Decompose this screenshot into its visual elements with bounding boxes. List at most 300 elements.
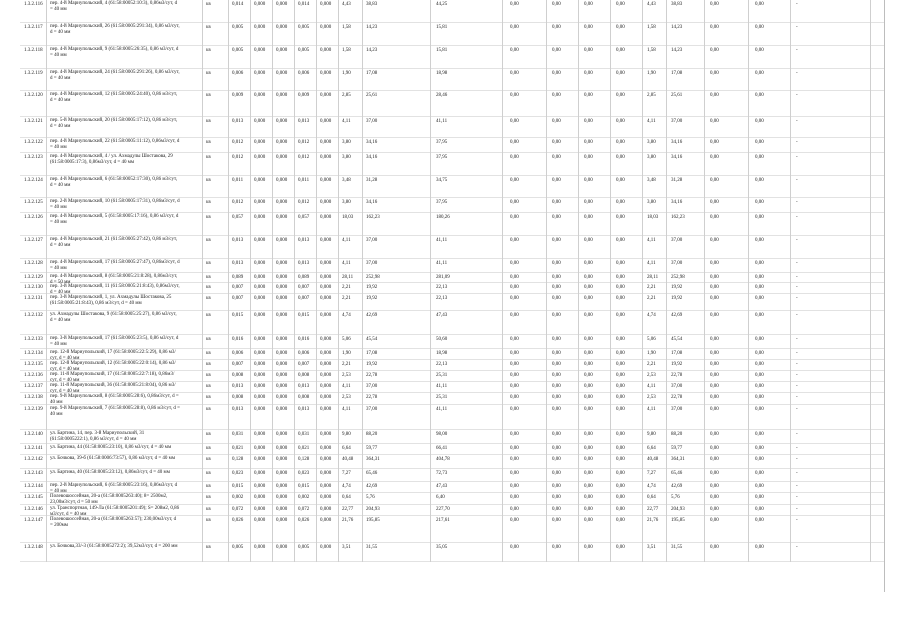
cell-c2: 0,000 [254,93,266,98]
cell-c6: 18,03 [342,215,354,220]
cell-c4: 0,013 [298,119,310,124]
cell-c16: 0,00 [755,296,764,301]
cell-c10: 0,00 [552,457,561,462]
cell-c2: 0,000 [254,507,266,512]
cell-c10: 0,00 [552,178,561,183]
cell-c2: 0,000 [254,313,266,318]
cell-code: 1.3.2.143 [24,471,43,476]
cell-c8: 66,41 [436,446,448,451]
cell-c10: 0,00 [552,119,561,124]
table-row [20,405,884,430]
cell-c16: 0,00 [755,384,764,389]
cell-c8: 98,00 [436,432,448,437]
cell-c13: 4,74 [647,313,656,318]
cell-unit: кв [206,200,211,205]
cell-c8: 227,70 [436,507,450,512]
cell-c9: 0,00 [510,261,519,266]
cell-c6: 2,21 [342,296,351,301]
cell-name: пер. 11-й Мариупольский, 17 (61:58:0005:22:7:18), 0,86м3/сут, d = 40 мм [50,372,175,384]
cell-code: 1.3.2.144 [24,484,43,489]
cell-c12: 0,00 [616,362,625,367]
cell-c17: - [796,93,798,98]
cell-c3: 0,000 [276,200,288,205]
cell-c10: 0,00 [552,507,561,512]
cell-c5: 0,000 [320,337,332,342]
cell-c16: 0,00 [755,238,764,243]
cell-c3: 0,000 [276,471,288,476]
cell-c8: 15,81 [436,25,448,30]
cell-code: 1.3.2.141 [24,446,43,451]
cell-c10: 0,00 [552,48,561,53]
cell-c13: 1,58 [647,25,656,30]
cell-unit: кв [206,518,211,523]
cell-c7: 162,23 [366,215,380,220]
cell-c8: 47,43 [436,484,448,489]
table-row [20,382,884,393]
cell-c7: 38,83 [366,2,378,7]
cell-c5: 0,000 [320,296,332,301]
cell-c6: 3,80 [342,200,351,205]
cell-code: 1.3.2.133 [24,337,43,342]
cell-c5: 0,000 [320,238,332,243]
cell-c13: 6,64 [647,446,656,451]
cell-c14: 37,00 [671,407,683,412]
cell-c14: 34,16 [671,140,683,145]
cell-c9: 0,00 [510,2,519,7]
cell-c16: 0,00 [755,215,764,220]
cell-c2: 0,000 [254,395,266,400]
cell-c17: - [796,296,798,301]
cell-c13: 4,11 [647,261,656,266]
cell-c7: 14,23 [366,48,378,53]
cell-c11: 0,00 [584,238,593,243]
cell-c9: 0,00 [510,471,519,476]
cell-c16: 0,00 [755,471,764,476]
cell-c9: 0,00 [510,495,519,500]
cell-c11: 0,00 [584,285,593,290]
cell-c9: 0,00 [510,275,519,280]
cell-c6: 2,53 [342,373,351,378]
cell-c5: 0,000 [320,518,332,523]
cell-c1: 0,014 [232,2,244,7]
cell-unit: кв [206,395,211,400]
cell-unit: кв [206,446,211,451]
table-row [20,335,884,349]
cell-c7: 34,16 [366,140,378,145]
cell-code: 1.3.2.134 [24,351,43,356]
cell-c13: 3,51 [647,545,656,550]
cell-c17: - [796,25,798,30]
cell-c11: 0,00 [584,155,593,160]
cell-name: пер. 11-й Мариупольский, 36 (61:58:0005:21:8:04), 0,86 м3/сут, d = 40 мм [50,383,176,395]
cell-name: пер. 3-й Мариупольский, 17 (61:58:0005:23:5), 0,86 м3/сут, d = 40 мм [50,336,179,348]
cell-c1: 0,007 [232,362,244,367]
cell-c14: 252,98 [671,275,685,280]
cell-c5: 0,000 [320,93,332,98]
cell-c6: 4,11 [342,261,351,266]
cell-c14: 14,23 [671,48,683,53]
cell-c12: 0,00 [616,395,625,400]
cell-c3: 0,000 [276,313,288,318]
cell-c5: 0,000 [320,351,332,356]
column-divider [704,0,705,562]
cell-c14: 34,16 [671,200,683,205]
cell-c3: 0,000 [276,446,288,451]
cell-c4: 0,006 [298,351,310,356]
cell-c11: 0,00 [584,471,593,476]
cell-c10: 0,00 [552,313,561,318]
cell-c4: 0,072 [298,507,310,512]
cell-c3: 0,000 [276,457,288,462]
cell-c14: 37,00 [671,238,683,243]
cell-c2: 0,000 [254,457,266,462]
cell-code: 1.3.2.148 [24,545,43,550]
cell-c10: 0,00 [552,238,561,243]
cell-c15: 0,00 [710,407,719,412]
table-row [20,198,884,213]
cell-c5: 0,000 [320,25,332,30]
cell-c9: 0,00 [510,395,519,400]
cell-c13: 21,76 [647,518,659,523]
cell-c12: 0,00 [616,48,625,53]
cell-c15: 0,00 [710,351,719,356]
cell-c17: - [796,384,798,389]
cell-c8: 15,81 [436,48,448,53]
column-divider [272,0,273,562]
cell-unit: кв [206,238,211,243]
cell-c17: - [796,395,798,400]
cell-c2: 0,000 [254,200,266,205]
table-row [20,516,884,543]
cell-c14: 19,92 [671,285,683,290]
cell-c14: 31,55 [671,545,683,550]
cell-unit: кв [206,313,211,318]
cell-c12: 0,00 [616,471,625,476]
cell-c12: 0,00 [616,507,625,512]
cell-c1: 0,009 [232,93,244,98]
cell-c15: 0,00 [710,2,719,7]
cell-c9: 0,00 [510,48,519,53]
table-row [20,259,884,273]
cell-c15: 0,00 [710,140,719,145]
cell-c15: 0,00 [710,507,719,512]
cell-c13: 0,64 [647,495,656,500]
cell-c12: 0,00 [616,446,625,451]
cell-c16: 0,00 [755,362,764,367]
cell-c14: 88,20 [671,432,683,437]
table-row [20,543,884,562]
cell-c16: 0,00 [755,507,764,512]
cell-c7: 37,00 [366,238,378,243]
cell-c10: 0,00 [552,25,561,30]
cell-c4: 0,026 [298,518,310,523]
cell-c8: 37,95 [436,200,448,205]
cell-c12: 0,00 [616,432,625,437]
cell-c2: 0,000 [254,337,266,342]
cell-c11: 0,00 [584,296,593,301]
cell-c10: 0,00 [552,337,561,342]
cell-c15: 0,00 [710,313,719,318]
cell-unit: кв [206,155,211,160]
cell-c7: 17,08 [366,351,378,356]
cell-c16: 0,00 [755,373,764,378]
column-divider [228,0,229,562]
cell-c5: 0,000 [320,484,332,489]
cell-c12: 0,00 [616,313,625,318]
cell-c13: 3,80 [647,140,656,145]
cell-c1: 0,011 [232,178,244,183]
cell-unit: кв [206,48,211,53]
cell-c5: 0,000 [320,362,332,367]
cell-c9: 0,00 [510,432,519,437]
cell-c15: 0,00 [710,296,719,301]
cell-c1: 0,023 [232,471,244,476]
cell-c3: 0,000 [276,495,288,500]
table-row [20,493,884,505]
cell-c7: 195,85 [366,518,380,523]
cell-c11: 0,00 [584,337,593,342]
cell-code: 1.3.2.121 [24,119,43,124]
cell-code: 1.3.2.124 [24,178,43,183]
cell-c9: 0,00 [510,518,519,523]
cell-c6: 4,43 [342,2,351,7]
cell-unit: кв [206,471,211,476]
column-divider [748,0,749,562]
cell-c12: 0,00 [616,140,625,145]
cell-name: ул. Бочкова,33/-3 (61:58:0005272:2); 39,52м3/сут, d = 200 мм [50,544,178,549]
cell-c3: 0,000 [276,285,288,290]
cell-c13: 4,74 [647,484,656,489]
cell-c12: 0,00 [616,25,625,30]
cell-name: ул. Бартина, 14, пер. 3-й Мариупольский, 31 (61:58:0005222:1), 0,86 м3/сут, d = 40 мм [50,431,145,443]
cell-c13: 1,90 [647,351,656,356]
cell-c8: 35,05 [436,545,448,550]
cell-unit: кв [206,407,211,412]
cell-c14: 34,16 [671,155,683,160]
cell-c2: 0,000 [254,261,266,266]
cell-c9: 0,00 [510,71,519,76]
cell-name: пер. 4-й Мариупольский, 21 (61:58:0005:27:42), 0,86 м3/сут, d = 40 мм [50,237,178,249]
cell-c8: 37,95 [436,155,448,160]
cell-c17: - [796,457,798,462]
cell-c16: 0,00 [755,395,764,400]
cell-unit: кв [206,25,211,30]
cell-c11: 0,00 [584,48,593,53]
cell-c2: 0,000 [254,2,266,7]
cell-c17: - [796,275,798,280]
cell-c6: 4,11 [342,119,351,124]
cell-name: ул. Ахмадулы Шостакова, 9 (61:58:0005:25:27), 0,86 м3/сут, d = 40 мм [50,312,177,324]
column-divider [870,0,871,562]
cell-code: 1.3.2.146 [24,507,43,512]
cell-c3: 0,000 [276,296,288,301]
cell-c9: 0,00 [510,200,519,205]
cell-code: 1.3.2.116 [24,2,43,7]
cell-c7: 31,55 [366,545,378,550]
cell-c10: 0,00 [552,495,561,500]
cell-c15: 0,00 [710,337,719,342]
table-row [20,469,884,482]
cell-c15: 0,00 [710,495,719,500]
cell-c10: 0,00 [552,545,561,550]
cell-code: 1.3.2.123 [24,155,43,160]
table-row [20,455,884,469]
cell-c10: 0,00 [552,261,561,266]
cell-c12: 0,00 [616,407,625,412]
table-row [20,69,884,91]
cell-c10: 0,00 [552,351,561,356]
cell-code: 1.3.2.126 [24,215,43,220]
cell-c11: 0,00 [584,432,593,437]
cell-code: 1.3.2.147 [24,518,43,523]
cell-c1: 0,013 [232,261,244,266]
cell-c6: 28,11 [342,275,354,280]
cell-c4: 0,013 [298,261,310,266]
cell-c14: 37,00 [671,119,683,124]
cell-c9: 0,00 [510,407,519,412]
cell-c1: 0,008 [232,373,244,378]
cell-c14: 37,00 [671,384,683,389]
cell-c4: 0,014 [298,2,310,7]
cell-c2: 0,000 [254,362,266,367]
cell-name: ул. Бартина, 40 (61:58:0005:23:12), 0,86м3/сут, d = 40 мм [50,470,170,475]
cell-c13: 4,11 [647,119,656,124]
cell-c13: 9,80 [647,432,656,437]
cell-c2: 0,000 [254,238,266,243]
table-row [20,444,884,455]
cell-c7: 31,28 [366,178,378,183]
cell-c13: 3,80 [647,200,656,205]
column-divider [642,0,643,562]
cell-c1: 0,026 [232,518,244,523]
cell-c2: 0,000 [254,275,266,280]
cell-c12: 0,00 [616,215,625,220]
cell-c15: 0,00 [710,484,719,489]
cell-name: пер. 4-й Мариупольский, 8 (61:58:0005:21:8:28), 0,86м3/сут, d = 50 мм [50,274,178,286]
table-row [20,349,884,360]
cell-c14: 17,08 [671,351,683,356]
cell-c3: 0,000 [276,155,288,160]
cell-c17: - [796,261,798,266]
cell-c17: - [796,238,798,243]
cell-c9: 0,00 [510,507,519,512]
cell-c2: 0,000 [254,155,266,160]
cell-c6: 7,27 [342,471,351,476]
cell-c15: 0,00 [710,384,719,389]
cell-c2: 0,000 [254,285,266,290]
cell-c12: 0,00 [616,296,625,301]
cell-c13: 1,58 [647,48,656,53]
cell-c11: 0,00 [584,446,593,451]
cell-c3: 0,000 [276,261,288,266]
cell-c10: 0,00 [552,471,561,476]
cell-c8: 41,11 [436,407,448,412]
cell-c13: 4,11 [647,407,656,412]
cell-c6: 2,21 [342,362,351,367]
cell-c10: 0,00 [552,155,561,160]
cell-c17: - [796,2,798,7]
cell-c4: 0,007 [298,285,310,290]
cell-c16: 0,00 [755,313,764,318]
cell-c3: 0,000 [276,432,288,437]
table-row [20,283,884,294]
cell-c1: 0,013 [232,384,244,389]
cell-name: пер. 4-й Мариупольский, 26 (61:58:0005:291:34), 0,86 м3/сут, d = 40 мм [50,24,180,36]
column-divider [578,0,579,562]
cell-code: 1.3.2.145 [24,495,43,500]
cell-c13: 4,43 [647,2,656,7]
cell-c16: 0,00 [755,71,764,76]
cell-unit: кв [206,140,211,145]
cell-c5: 0,000 [320,71,332,76]
cell-c4: 0,013 [298,238,310,243]
cell-c17: - [796,178,798,183]
cell-unit: кв [206,2,211,7]
cell-name: пер. 4-й Мариупольский, 24 (61:58:0005:291:26), 0,86 м3/сут, d = 40 мм [50,70,180,82]
cell-c9: 0,00 [510,373,519,378]
cell-c17: - [796,48,798,53]
cell-c1: 0,002 [232,495,244,500]
cell-c16: 0,00 [755,518,764,523]
cell-name: пер. 4-й Мариупольский, 17 (61:58:0005:27:47), 0,86м3/сут, d = 40 мм [50,260,180,272]
cell-code: 1.3.2.136 [24,373,43,378]
cell-c6: 3,80 [342,155,351,160]
cell-code: 1.3.2.117 [24,25,43,30]
cell-c2: 0,000 [254,71,266,76]
cell-c11: 0,00 [584,518,593,523]
cell-c14: 37,00 [671,261,683,266]
cell-name: пер. 2-й Мариупольский, 10 (61:58:0005:17:31), 0,86м3/сут, d = 40 мм [50,199,180,211]
cell-name: пер. 12-й Мариупольский, 17 (61:58:0005:22:5:29), 0,86 м3/сут, d = 40 мм [50,350,176,362]
cell-c7: 204,93 [366,507,380,512]
cell-c11: 0,00 [584,351,593,356]
cell-c11: 0,00 [584,119,593,124]
cell-c15: 0,00 [710,457,719,462]
cell-c8: 34,75 [436,178,448,183]
cell-c16: 0,00 [755,2,764,7]
cell-c5: 0,000 [320,155,332,160]
cell-c1: 0,006 [232,351,244,356]
cell-c9: 0,00 [510,337,519,342]
cell-c12: 0,00 [616,155,625,160]
cell-c11: 0,00 [584,215,593,220]
cell-c2: 0,000 [254,296,266,301]
cell-c15: 0,00 [710,362,719,367]
cell-c13: 40,48 [647,457,659,462]
cell-c3: 0,000 [276,395,288,400]
cell-c12: 0,00 [616,2,625,7]
cell-name: пер. 12-й Мариупольский, 12 (61:58:0005:22:0:14), 0,86 м3/сут, d = 40 мм [50,361,176,373]
cell-c6: 6,64 [342,446,351,451]
table-row [20,430,884,444]
cell-c7: 17,08 [366,71,378,76]
cell-code: 1.3.2.119 [24,71,43,76]
cell-c16: 0,00 [755,446,764,451]
cell-c7: 45,54 [366,337,378,342]
cell-c1: 0,012 [232,200,244,205]
cell-code: 1.3.2.131 [24,296,43,301]
cell-c13: 3,48 [647,178,656,183]
cell-c2: 0,000 [254,373,266,378]
cell-c6: 4,74 [342,484,351,489]
cell-c10: 0,00 [552,285,561,290]
cell-c2: 0,000 [254,140,266,145]
cell-c2: 0,000 [254,545,266,550]
cell-c15: 0,00 [710,518,719,523]
cell-c15: 0,00 [710,71,719,76]
cell-unit: кв [206,215,211,220]
cell-c17: - [796,337,798,342]
